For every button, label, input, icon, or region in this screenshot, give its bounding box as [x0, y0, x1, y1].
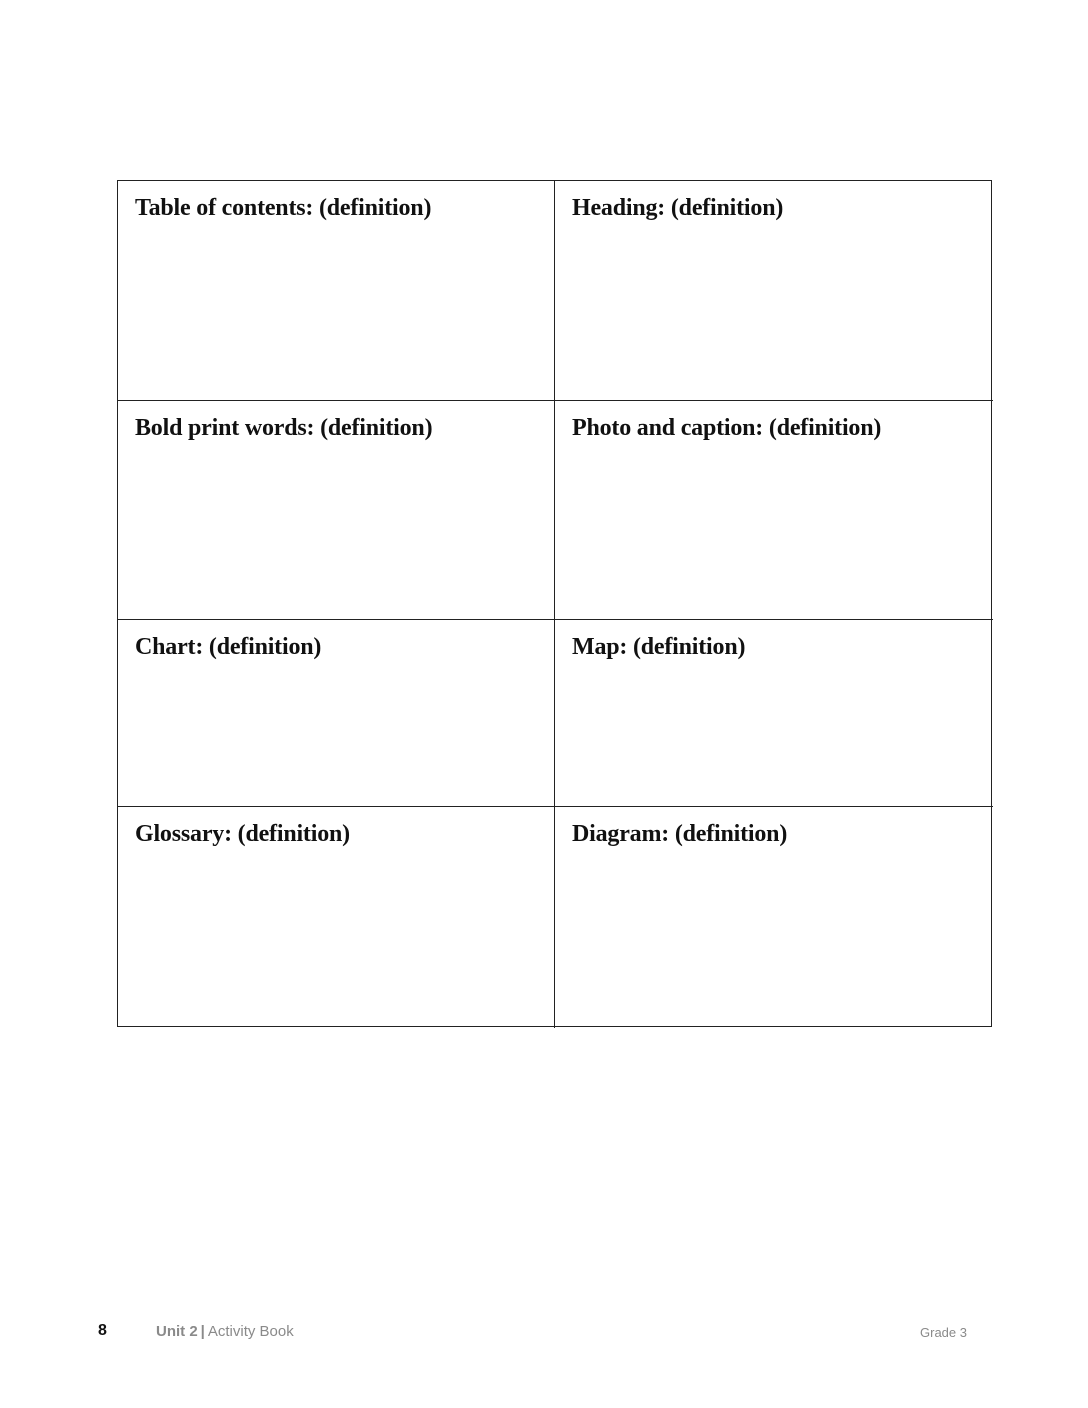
cell-label: Chart: (definition)	[135, 634, 322, 660]
map-cell	[555, 620, 993, 807]
bold-print-words-cell	[118, 401, 555, 620]
unit-title	[156, 1323, 294, 1340]
cell-label: Diagram: (definition)	[572, 821, 788, 847]
glossary-cell	[118, 807, 555, 1028]
page-footer	[0, 1322, 1088, 1346]
cell-label: Bold print words: (definition)	[135, 415, 433, 441]
unit-label: Unit 2	[156, 1323, 198, 1340]
chart-cell	[118, 620, 555, 807]
footer-divider: |	[200, 1323, 205, 1340]
photo-and-caption-cell	[555, 401, 993, 620]
cell-label: Heading: (definition)	[572, 195, 784, 221]
definitions-table	[117, 180, 992, 1027]
diagram-cell	[555, 807, 993, 1028]
cell-label: Map: (definition)	[572, 634, 746, 660]
table-of-contents-cell	[118, 181, 555, 401]
grade-label: Grade 3	[920, 1325, 967, 1340]
cell-label: Table of contents: (definition)	[135, 195, 432, 221]
page-number: 8	[98, 1322, 107, 1339]
cell-label: Photo and caption: (definition)	[572, 415, 882, 441]
cell-label: Glossary: (definition)	[135, 821, 350, 847]
book-label: Activity Book	[207, 1323, 294, 1340]
heading-cell	[555, 181, 993, 401]
